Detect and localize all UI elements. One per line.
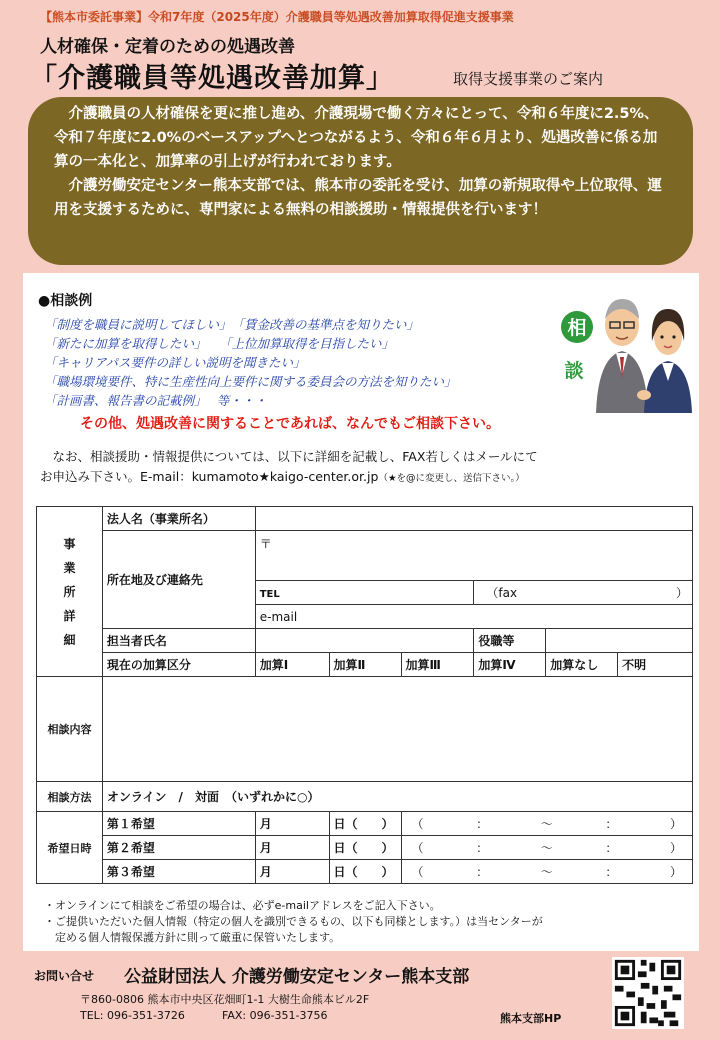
email-field[interactable] bbox=[255, 605, 692, 629]
footnote: 定める個人情報保護方針に則って厳重に保管いたします。 bbox=[44, 931, 341, 944]
badge-char-1: 相 bbox=[567, 317, 587, 339]
example-line: 「新たに加算を取得したい」 「上位加算取得を目指したい」 bbox=[44, 336, 395, 351]
top-note: 【熊本市委託事業】令和7年度（2025年度）介護職員等処遇改善加算取得促進支援事業 bbox=[40, 10, 514, 24]
time-field[interactable]: （ ： ～ ： ） bbox=[401, 836, 692, 860]
consultation-illustration bbox=[560, 285, 695, 415]
intro-paragraph-2: 介護労働安定センター熊本支部では、熊本市の委託を受け、加算の新規取得や上位取得、運用を支援するために、専門家による無料の相談援助・情報提供を行います！ bbox=[54, 178, 662, 218]
intro-box bbox=[28, 97, 693, 265]
day-field[interactable]: 日（ ） bbox=[329, 812, 401, 836]
apply-note-line-1 bbox=[40, 447, 538, 465]
addition-option[interactable]: 加算Ⅰ bbox=[255, 653, 329, 677]
address-field[interactable] bbox=[255, 531, 692, 581]
consult-method-label: 相談方法 bbox=[37, 782, 103, 812]
month-field[interactable]: 月 bbox=[255, 836, 329, 860]
current-addition-label: 現在の加算区分 bbox=[102, 653, 255, 677]
hp-label: 熊本支部HP bbox=[500, 1012, 562, 1025]
addition-option[interactable]: 加算Ⅳ bbox=[474, 653, 546, 677]
person-field[interactable] bbox=[255, 629, 474, 653]
org-address: 〒860-0806 熊本市中央区花畑町1-1 大樹生命熊本ビル2F bbox=[80, 993, 370, 1006]
page-title: 「介護職員等処遇改善加算」 bbox=[30, 63, 394, 94]
examples-title: ●相談例 bbox=[38, 293, 93, 309]
corp-name-label: 法人名（事業所名） bbox=[102, 507, 255, 531]
addition-option[interactable]: 加算なし bbox=[546, 653, 618, 677]
consult-content-label: 相談内容 bbox=[37, 677, 103, 782]
org-fax: FAX: 096-351-3756 bbox=[222, 1009, 328, 1022]
title-suffix: 取得支援事業のご案内 bbox=[453, 70, 604, 88]
email-instruction: （★を@に変更し、送信下さい。） bbox=[378, 473, 525, 484]
day-field[interactable]: 日（ ） bbox=[329, 836, 401, 860]
example-line: 「職場環境要件、特に生産性向上要件に関する委員会の方法を知りたい」 bbox=[44, 374, 457, 389]
consult-content-field[interactable] bbox=[102, 677, 692, 782]
fax-close: ） bbox=[675, 586, 688, 600]
time-field[interactable]: （ ： ～ ： ） bbox=[401, 860, 692, 884]
position-field[interactable] bbox=[546, 629, 693, 653]
example-line: 「計画書、報告書の記載例」 等・・・ bbox=[44, 393, 267, 408]
org-name: 公益財団法人 介護労働安定センター熊本支部 bbox=[124, 967, 470, 987]
tel-field[interactable] bbox=[255, 581, 474, 605]
apply-note-text: なお、相談援助・情報提供については、以下に詳細を記載し、FAX若しくはメールにて bbox=[52, 449, 538, 464]
time-field[interactable]: （ ： ～ ： ） bbox=[401, 812, 692, 836]
corp-name-field[interactable] bbox=[255, 507, 692, 531]
fax-label: （fax bbox=[486, 586, 518, 600]
addition-option[interactable]: 加算Ⅱ bbox=[329, 653, 401, 677]
example-line: 「制度を職員に説明してほしい」 「賃金改善の基準点を知りたい」 bbox=[44, 317, 420, 332]
contact-label: お問い合せ bbox=[34, 969, 95, 983]
subtitle: 人材確保・定着のための処遇改善 bbox=[40, 37, 295, 57]
position-label: 役職等 bbox=[474, 629, 546, 653]
addition-option[interactable]: 不明 bbox=[618, 653, 693, 677]
person-label: 担当者氏名 bbox=[102, 629, 255, 653]
footnote: ・ご提供いただいた個人情報（特定の個人を識別できるもの、以下も同様とします。）は当センターが bbox=[44, 915, 543, 928]
footnote: ・オンラインにて相談をご希望の場合は、必ずe-mailアドレスをご記入下さい。 bbox=[44, 899, 441, 912]
month-field[interactable]: 月 bbox=[255, 860, 329, 884]
postal-mark: 〒 bbox=[259, 537, 272, 551]
desired-datetime-label: 希望日時 bbox=[37, 812, 103, 884]
day-field[interactable]: 日（ ） bbox=[329, 860, 401, 884]
email-note: お申込み下さい。E-mail：kumamoto★kaigo-center.or.jp bbox=[40, 469, 379, 484]
consult-emphasis: その他、処遇改善に関することであれば、なんでもご相談下さい。 bbox=[80, 416, 500, 432]
wish-label: 第２希望 bbox=[102, 836, 255, 860]
section-label: 事 業 所 詳 細 bbox=[37, 507, 103, 677]
tel-label: TEL bbox=[259, 588, 280, 600]
org-tel: TEL: 096-351-3726 bbox=[80, 1009, 185, 1022]
wish-label: 第１希望 bbox=[102, 812, 255, 836]
addition-option[interactable]: 加算Ⅲ bbox=[401, 653, 474, 677]
intro-paragraph-1: 介護職員の人材確保を更に推し進め、介護現場で働く方々にとって、令和６年度に2.5%、令和７年度に2.0%のベースアップへとつながるよう、令和６年６月より、処遇改善に係る加算の一本化と、加算率の引上げが行われております。 bbox=[54, 106, 659, 170]
address-label: 所在地及び連絡先 bbox=[102, 531, 255, 629]
example-line: 「キャリアパス要件の詳しい説明を聞きたい」 bbox=[44, 355, 306, 370]
consult-method-options[interactable]: オンライン / 対面 （いずれかに○） bbox=[102, 782, 692, 812]
qr-code-icon[interactable] bbox=[612, 957, 684, 1029]
email-label: e-mail bbox=[259, 609, 298, 624]
apply-note-line-2 bbox=[40, 467, 525, 485]
fax-field[interactable] bbox=[474, 581, 693, 605]
wish-label: 第３希望 bbox=[102, 860, 255, 884]
month-field[interactable]: 月 bbox=[255, 812, 329, 836]
application-form bbox=[36, 506, 693, 884]
badge-char-2: 談 bbox=[564, 360, 584, 382]
